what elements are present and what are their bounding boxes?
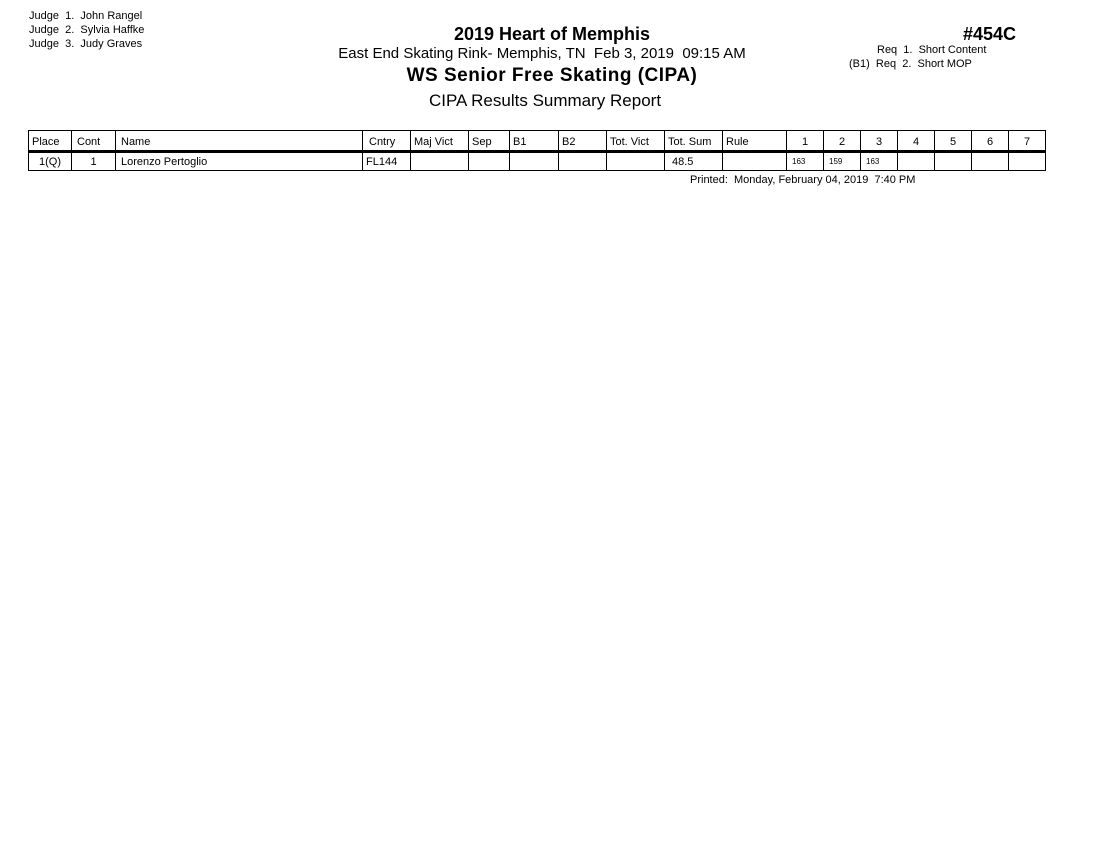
col-place: Place [29, 131, 72, 152]
col-judge-7: 7 [1009, 131, 1046, 152]
cell-judge-3: 163 [861, 152, 898, 171]
col-tot-sum: Tot. Sum [665, 131, 723, 152]
requirement-1: Req 1. Short Content [877, 44, 987, 56]
col-cntry: Cntry [363, 131, 411, 152]
event-title: WS Senior Free Skating (CIPA) [406, 65, 698, 86]
col-name: Name [116, 131, 363, 152]
judges-list [29, 9, 144, 51]
results-table [28, 130, 1046, 171]
table-row [29, 152, 1046, 171]
cell-judge-5 [935, 152, 972, 171]
competition-title: 2019 Heart of Memphis [453, 24, 651, 44]
col-rule: Rule [723, 131, 787, 152]
cell-tot-vict [607, 152, 665, 171]
cell-name: Lorenzo Pertoglio [116, 152, 363, 171]
col-sep: Sep [469, 131, 510, 152]
cell-cont: 1 [72, 152, 116, 171]
col-b1: B1 [510, 131, 559, 152]
cell-tot-sum: 48.5 [665, 152, 723, 171]
judge-2: Judge 2. Sylvia Haffke [29, 24, 145, 36]
cell-b1 [510, 152, 559, 171]
cell-judge-4 [898, 152, 935, 171]
table-header-row [29, 131, 1046, 152]
judge-1: Judge 1. John Rangel [29, 10, 143, 22]
col-judge-6: 6 [972, 131, 1009, 152]
cell-b2 [559, 152, 607, 171]
col-judge-3: 3 [861, 131, 898, 152]
col-judge-5: 5 [935, 131, 972, 152]
cell-sep [469, 152, 510, 171]
col-judge-1: 1 [787, 131, 824, 152]
requirement-2: (B1) Req 2. Short MOP [849, 58, 972, 70]
col-judge-4: 4 [898, 131, 935, 152]
venue-line: East End Skating Rink- Memphis, TN Feb 3, 2019 09:15 AM [338, 45, 746, 62]
cell-judge-2: 159 [824, 152, 861, 171]
cell-maj-vict [411, 152, 469, 171]
col-maj-vict: Maj Vict [411, 131, 469, 152]
cell-judge-6 [972, 152, 1009, 171]
event-number: #454C [963, 24, 1017, 44]
col-tot-vict: Tot. Vict [607, 131, 665, 152]
col-b2: B2 [559, 131, 607, 152]
cell-rule [723, 152, 787, 171]
cell-judge-1: 163 [787, 152, 824, 171]
cell-judge-7 [1009, 152, 1046, 171]
col-judge-2: 2 [824, 131, 861, 152]
printed-timestamp: Printed: Monday, February 04, 2019 7:40 PM [690, 174, 916, 186]
judge-3: Judge 3. Judy Graves [29, 38, 143, 50]
report-title: CIPA Results Summary Report [428, 91, 662, 110]
cell-place: 1(Q) [29, 152, 72, 171]
cell-cntry: FL144 [363, 152, 411, 171]
col-cont: Cont [72, 131, 116, 152]
